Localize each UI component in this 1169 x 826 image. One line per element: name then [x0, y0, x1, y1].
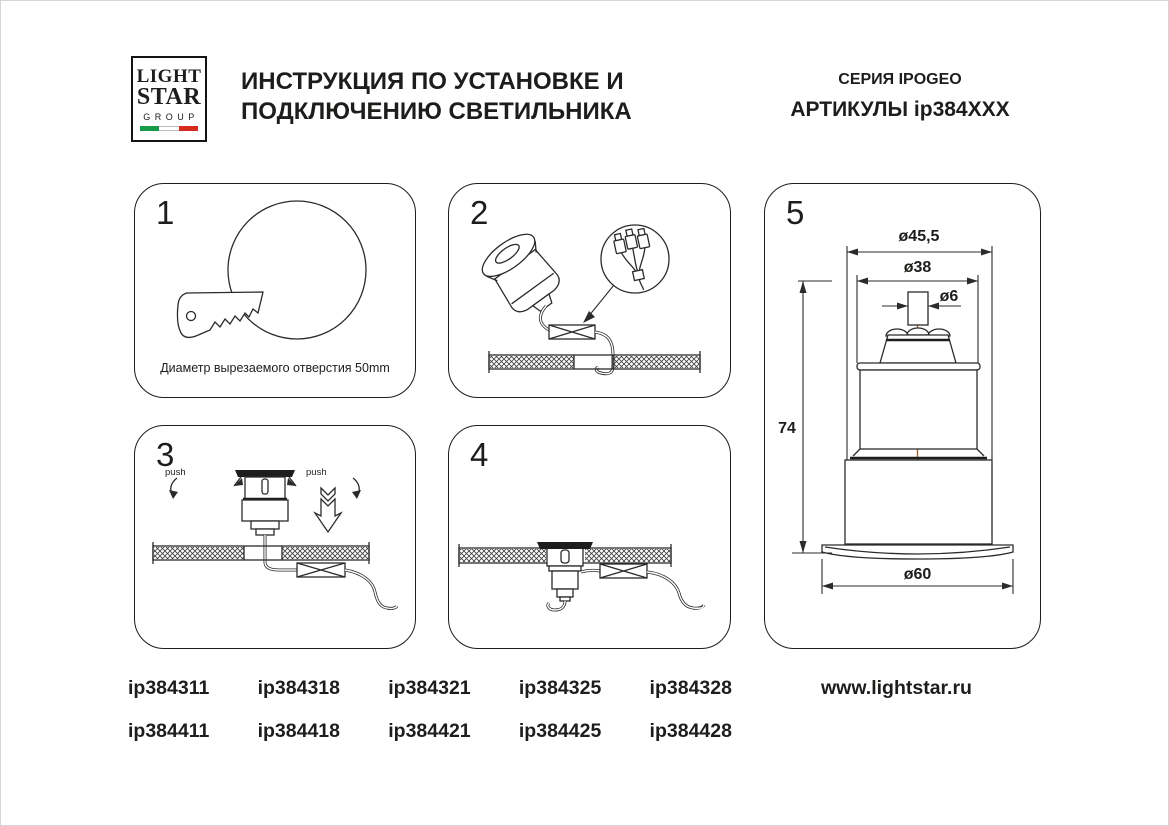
logo-word-star: STAR [136, 84, 202, 110]
article-number: ip384311 [128, 677, 210, 699]
press-down-arrow [315, 488, 341, 532]
junction-box [297, 563, 345, 577]
hole-circle [228, 201, 366, 339]
articles-mask: АРТИКУЛЫ ip384XXX [790, 98, 1010, 121]
push-arrow-right [352, 478, 361, 499]
logo-word-light: LIGHT [136, 66, 202, 87]
step-4-panel [448, 425, 731, 649]
flag-red [179, 126, 198, 131]
title-line-2: ПОДКЛЮЧЕНИЮ СВЕТИЛЬНИКА [241, 98, 632, 125]
push-label-right: push [306, 467, 327, 478]
dimension-drawing [765, 184, 1042, 650]
svg-text:ø45,5: ø45,5 [898, 228, 940, 245]
supply-cable [345, 570, 397, 608]
article-number: ip384428 [649, 720, 732, 742]
step-1-panel [134, 183, 416, 398]
svg-text:ø38: ø38 [903, 259, 932, 276]
article-number: ip384411 [128, 720, 210, 742]
flag-green [140, 126, 159, 131]
step-3-number: 3 [156, 436, 175, 473]
series-name: СЕРИЯ IPOGEO [838, 71, 962, 88]
svg-text:ø60: ø60 [903, 566, 932, 583]
push-label-left: push [165, 467, 186, 478]
step-3-panel [134, 425, 416, 649]
article-number: ip384325 [518, 677, 602, 699]
dim-d60 [822, 559, 1013, 594]
dim-h74 [778, 281, 832, 553]
mounting-surface [153, 542, 369, 564]
base-plate [822, 545, 1013, 559]
terminal-detail-circle [601, 225, 669, 294]
article-number: ip384318 [257, 677, 340, 699]
insertion-diagram [135, 426, 417, 650]
page-title [241, 67, 632, 127]
article-number: ip384328 [649, 677, 732, 699]
article-number: ip384418 [257, 720, 340, 742]
step-4-number: 4 [470, 436, 489, 473]
article-numbers-row-2 [128, 720, 732, 743]
fixture-outline [822, 292, 1013, 559]
article-number: ip384425 [518, 720, 602, 742]
article-number: ip384321 [388, 677, 471, 699]
terminal-block-icon [612, 226, 658, 294]
series-block [779, 71, 1021, 122]
detail-pointer-arrow [583, 285, 614, 323]
title-line-1: ИНСТРУКЦИЯ ПО УСТАНОВКЕ И [241, 68, 624, 95]
luminaire [476, 227, 571, 326]
logo-word-group: GROUP [143, 112, 199, 122]
junction-box [549, 325, 595, 339]
step-2-panel [448, 183, 731, 398]
junction-box [600, 564, 647, 578]
website-url: www.lightstar.ru [821, 677, 972, 699]
hole-diameter-caption: Диаметр вырезаемого отверстия 50mm [160, 361, 390, 375]
italian-flag-stripe [140, 126, 198, 131]
wiring-diagram [449, 184, 732, 399]
supply-cable [647, 572, 704, 608]
article-number: ip384421 [388, 720, 471, 742]
saw-icon [177, 292, 263, 337]
dimensions-panel [764, 183, 1041, 649]
push-arrow-left [169, 478, 178, 499]
step-1-number: 1 [156, 194, 175, 231]
installed-diagram [449, 426, 732, 650]
step-5-number: 5 [786, 194, 805, 231]
step-2-number: 2 [470, 194, 489, 231]
svg-text:74: 74 [778, 420, 796, 437]
lightstar-logo [131, 56, 207, 142]
mounting-surface [489, 351, 700, 373]
flag-white [159, 126, 178, 131]
article-numbers-row-1 [128, 677, 732, 700]
svg-text:ø6: ø6 [939, 288, 959, 305]
luminaire [234, 470, 296, 535]
